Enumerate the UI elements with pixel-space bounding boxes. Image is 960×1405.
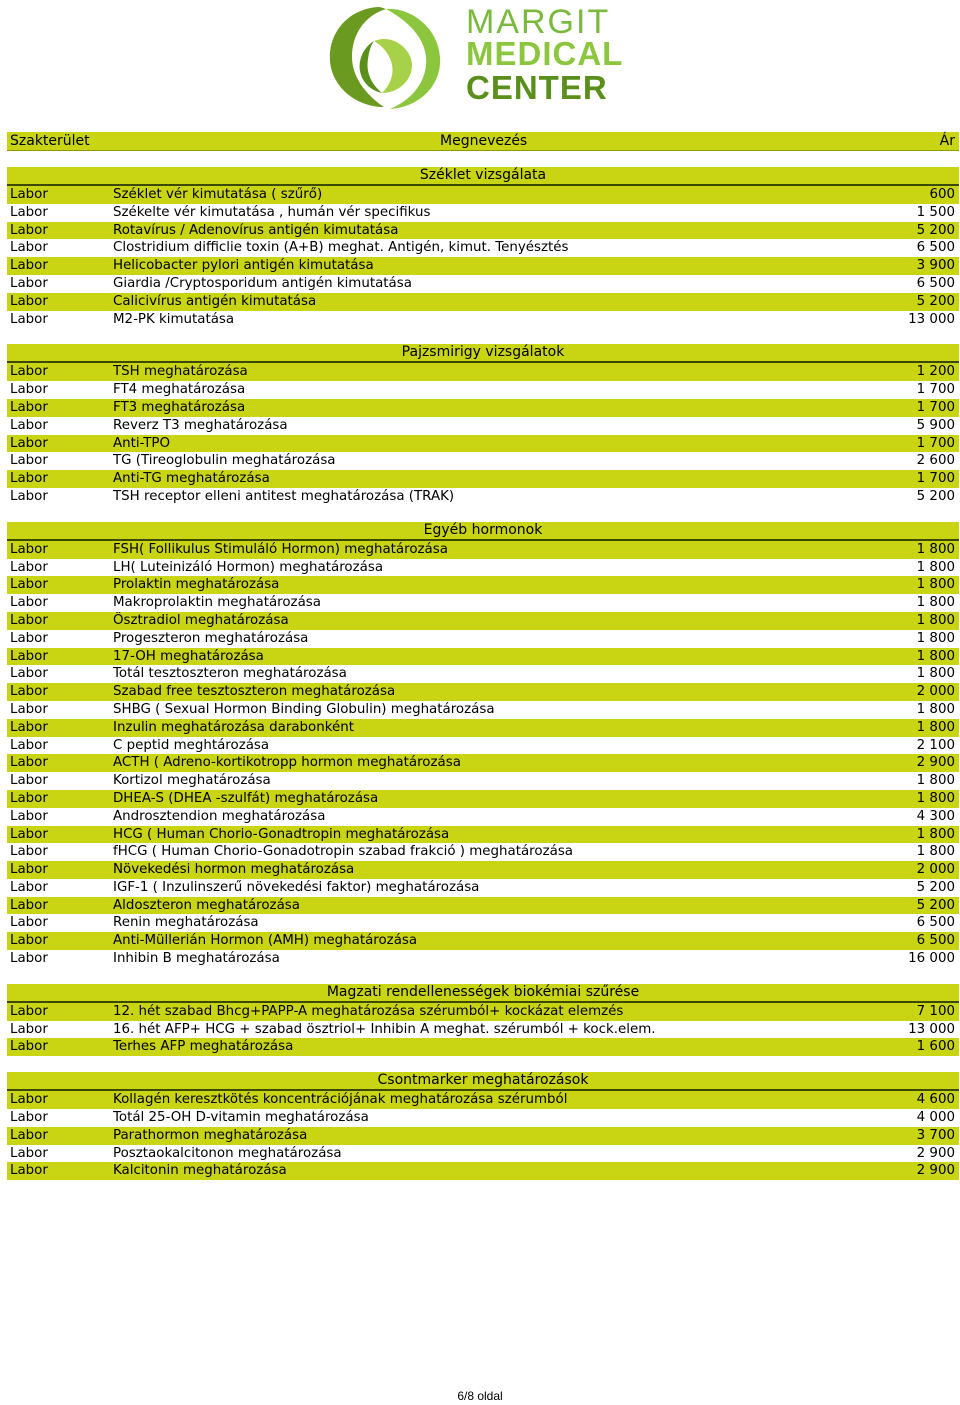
row-name: 16. hét AFP+ HCG + szabad ösztriol+ Inhibin A meghat. szérumból + kock.elem. [113, 1021, 656, 1037]
row-area: Labor [10, 1003, 48, 1019]
row-price: 1 500 [916, 204, 955, 220]
brand-line-3: CENTER [466, 69, 608, 106]
row-price: 1 800 [916, 719, 955, 735]
table-row [7, 1109, 959, 1127]
row-price: 4 300 [916, 808, 955, 824]
table-row [7, 417, 959, 435]
row-name: Inzulin meghatározása darabonként [113, 719, 354, 735]
row-price: 1 800 [916, 541, 955, 557]
row-area: Labor [10, 630, 48, 646]
table-row [7, 381, 959, 399]
row-price: 5 200 [916, 222, 955, 238]
table-row [7, 914, 959, 932]
row-area: Labor [10, 790, 48, 806]
row-price: 5 200 [916, 488, 955, 504]
table-row [7, 861, 959, 879]
row-area: Labor [10, 293, 48, 309]
table-row [7, 311, 959, 329]
row-price: 2 900 [916, 1145, 955, 1161]
sections-container [7, 151, 959, 1180]
row-price: 1 700 [916, 471, 955, 487]
row-price: 600 [929, 187, 955, 202]
row-name: Szabad free tesztoszteron meghatározása [113, 684, 396, 700]
row-name: Parathormon meghatározása [113, 1127, 308, 1143]
table-row [7, 257, 959, 275]
row-price: 7 100 [916, 1003, 955, 1019]
row-area: Labor [10, 933, 48, 949]
table-row [7, 399, 959, 417]
row-area: Labor [10, 737, 48, 753]
row-price: 1 200 [916, 364, 955, 380]
section-title: Egyéb hormonok [7, 522, 959, 541]
section-title: Pajzsmirigy vizsgálatok [7, 344, 959, 363]
table-row [7, 1021, 959, 1039]
row-area: Labor [10, 666, 48, 682]
row-area: Labor [10, 684, 48, 700]
row-area: Labor [10, 701, 48, 717]
table-row [7, 932, 959, 950]
row-area: Labor [10, 719, 48, 735]
row-name: Makroprolaktin meghatározása [113, 595, 321, 611]
row-area: Labor [10, 1039, 48, 1055]
row-area: Labor [10, 541, 48, 557]
table-row [7, 1127, 959, 1145]
row-name: Totál tesztoszteron meghatározása [113, 666, 347, 682]
brand-line-1: MARGIT [466, 3, 611, 41]
price-table [7, 132, 959, 1180]
row-area: Labor [10, 204, 48, 220]
table-row [7, 488, 959, 506]
table-row [7, 612, 959, 630]
table-row [7, 470, 959, 488]
row-price: 16 000 [908, 951, 955, 967]
row-name: 12. hét szabad Bhcg+PAPP-A meghatározása szérumból+ kockázat elemzés [113, 1003, 624, 1019]
row-area: Labor [10, 1021, 48, 1037]
row-price: 13 000 [908, 311, 955, 327]
row-name: Progeszteron meghatározása [113, 630, 309, 646]
table-row [7, 950, 959, 968]
section-title: Magzati rendellenességek biokémiai szűrése [7, 984, 959, 1003]
row-name: Kollagén keresztkötés koncentrációjának meghatározása szérumból [113, 1092, 568, 1108]
row-price: 1 700 [916, 435, 955, 451]
row-area: Labor [10, 915, 48, 931]
row-name: 17-OH meghatározása [113, 648, 264, 664]
row-area: Labor [10, 1145, 48, 1161]
table-row [7, 826, 959, 844]
row-area: Labor [10, 488, 48, 504]
table-row [7, 754, 959, 772]
row-price: 3 900 [916, 258, 955, 274]
row-name: HCG ( Human Chorio-Gonadtropin meghatározása [113, 826, 450, 842]
row-price: 4 600 [916, 1092, 955, 1108]
row-name: Anti-TG meghatározása [113, 471, 270, 487]
table-row [7, 541, 959, 559]
row-price: 1 800 [916, 701, 955, 717]
row-price: 6 500 [916, 915, 955, 931]
section-gap [7, 506, 959, 522]
row-name: FSH( Follikulus Stimuláló Hormon) meghatározása [113, 541, 448, 557]
row-name: Anti-TPO [113, 435, 171, 451]
table-row [7, 1091, 959, 1109]
table-row [7, 879, 959, 897]
table-row [7, 630, 959, 648]
row-area: Labor [10, 435, 48, 451]
table-row [7, 1038, 959, 1056]
table-row [7, 701, 959, 719]
row-name: Giardia /Cryptosporidum antigén kimutatása [113, 275, 412, 291]
row-area: Labor [10, 951, 48, 967]
section-gap [7, 328, 959, 344]
table-row [7, 665, 959, 683]
row-price: 5 200 [916, 293, 955, 309]
row-name: Ösztradiol meghatározása [113, 612, 289, 628]
row-area: Labor [10, 897, 48, 913]
table-row [7, 648, 959, 666]
row-area: Labor [10, 862, 48, 878]
table-row [7, 1145, 959, 1163]
brand-name [466, 3, 624, 106]
row-area: Labor [10, 240, 48, 256]
table-row [7, 719, 959, 737]
row-price: 2 100 [916, 737, 955, 753]
table-row [7, 808, 959, 826]
row-price: 4 000 [916, 1110, 955, 1126]
row-name: Helicobacter pylori antigén kimutatása [113, 258, 374, 274]
row-area: Labor [10, 453, 48, 469]
row-price: 6 500 [916, 933, 955, 949]
table-row [7, 186, 959, 204]
row-name: Növekedési hormon meghatározása [113, 862, 355, 878]
row-name: Androsztendion meghatározása [113, 808, 326, 824]
row-name: Clostridium difficlie toxin (A+B) meghat. Antigén, kimut. Tenyésztés [113, 240, 569, 256]
row-area: Labor [10, 258, 48, 274]
row-name: FT4 meghatározása [113, 382, 246, 398]
header-price: Ár [939, 133, 955, 149]
row-name: Reverz T3 meghatározása [113, 417, 288, 433]
brand-logo [326, 3, 646, 111]
row-area: Labor [10, 187, 48, 202]
section-title: Csontmarker meghatározások [7, 1072, 959, 1091]
table-header [7, 132, 959, 151]
table-row [7, 1003, 959, 1021]
row-area: Labor [10, 382, 48, 398]
row-name: Totál 25-OH D-vitamin meghatározása [113, 1110, 369, 1126]
row-name: FT3 meghatározása [113, 399, 246, 415]
row-name: LH( Luteinizáló Hormon) meghatározása [113, 559, 384, 575]
row-price: 2 000 [916, 684, 955, 700]
row-name: Prolaktin meghatározása [113, 577, 280, 593]
row-area: Labor [10, 311, 48, 327]
section-gap [7, 151, 959, 167]
row-price: 13 000 [908, 1021, 955, 1037]
row-name: Széklet vér kimutatása ( szűrő) [113, 187, 323, 202]
row-area: Labor [10, 417, 48, 433]
row-price: 2 900 [916, 1163, 955, 1179]
row-area: Labor [10, 471, 48, 487]
row-name: Kalcitonin meghatározása [113, 1163, 287, 1179]
row-area: Labor [10, 826, 48, 842]
row-name: TSH meghatározása [113, 364, 248, 380]
table-row [7, 222, 959, 240]
table-row [7, 293, 959, 311]
row-name: Calicivírus antigén kimutatása [113, 293, 317, 309]
row-area: Labor [10, 755, 48, 771]
row-price: 1 800 [916, 612, 955, 628]
row-price: 1 800 [916, 648, 955, 664]
row-price: 1 800 [916, 577, 955, 593]
header-area: Szakterület [10, 133, 90, 149]
row-area: Labor [10, 1092, 48, 1108]
row-price: 2 600 [916, 453, 955, 469]
table-row [7, 204, 959, 222]
row-price: 1 600 [916, 1039, 955, 1055]
row-name: fHCG ( Human Chorio-Gonadotropin szabad frakció ) meghatározása [113, 844, 574, 860]
row-price: 2 900 [916, 755, 955, 771]
row-area: Labor [10, 879, 48, 895]
table-row [7, 897, 959, 915]
row-price: 1 800 [916, 595, 955, 611]
row-area: Labor [10, 612, 48, 628]
logo-mark-icon [326, 3, 446, 111]
row-area: Labor [10, 399, 48, 415]
table-row [7, 790, 959, 808]
table-row [7, 772, 959, 790]
row-price: 1 800 [916, 790, 955, 806]
row-name: C peptid meghtározása [113, 737, 270, 753]
table-row [7, 843, 959, 861]
row-area: Labor [10, 1127, 48, 1143]
row-name: Anti-Müllerián Hormon (AMH) meghatározása [113, 933, 418, 949]
section-gap [7, 1056, 959, 1072]
page-number: 6/8 oldal [457, 1389, 503, 1403]
row-area: Labor [10, 844, 48, 860]
row-area: Labor [10, 1163, 48, 1179]
row-name: ACTH ( Adreno-kortikotropp hormon meghatározása [113, 755, 461, 771]
row-area: Labor [10, 364, 48, 380]
table-row [7, 1162, 959, 1180]
row-price: 6 500 [916, 275, 955, 291]
row-name: Kortizol meghatározása [113, 773, 271, 789]
row-area: Labor [10, 595, 48, 611]
row-price: 5 900 [916, 417, 955, 433]
row-name: SHBG ( Sexual Hormon Binding Globulin) meghatározása [113, 701, 495, 717]
table-row [7, 737, 959, 755]
header-name: Megnevezés [440, 133, 528, 149]
row-area: Labor [10, 222, 48, 238]
row-name: Renin meghatározása [113, 915, 259, 931]
table-row [7, 275, 959, 293]
row-name: DHEA-S (DHEA -szulfát) meghatározása [113, 790, 379, 806]
table-row [7, 363, 959, 381]
row-name: TG (Tireoglobulin meghatározása [113, 453, 336, 469]
row-area: Labor [10, 275, 48, 291]
row-price: 1 800 [916, 630, 955, 646]
row-name: Székelte vér kimutatása , humán vér specifikus [113, 204, 431, 220]
row-area: Labor [10, 1110, 48, 1126]
row-price: 5 200 [916, 879, 955, 895]
row-area: Labor [10, 648, 48, 664]
row-area: Labor [10, 577, 48, 593]
table-row [7, 239, 959, 257]
section-gap [7, 968, 959, 984]
row-name: Inhibin B meghatározása [113, 951, 280, 967]
row-name: Posztaokalcitonon meghatározása [113, 1145, 342, 1161]
table-row [7, 435, 959, 453]
row-name: TSH receptor elleni antitest meghatározása (TRAK) [113, 488, 455, 504]
row-area: Labor [10, 773, 48, 789]
row-name: IGF-1 ( Inzulinszerű növekedési faktor) meghatározása [113, 879, 480, 895]
row-price: 1 800 [916, 844, 955, 860]
table-row [7, 576, 959, 594]
row-price: 2 000 [916, 862, 955, 878]
row-name: Rotavírus / Adenovírus antigén kimutatása [113, 222, 399, 238]
section-title: Széklet vizsgálata [7, 167, 959, 186]
row-price: 3 700 [916, 1127, 955, 1143]
row-price: 1 800 [916, 559, 955, 575]
brand-line-2: MEDICAL [466, 35, 624, 72]
row-name: M2-PK kimutatása [113, 311, 235, 327]
row-price: 1 700 [916, 399, 955, 415]
row-price: 5 200 [916, 897, 955, 913]
row-name: Aldoszteron meghatározása [113, 897, 300, 913]
row-price: 1 800 [916, 826, 955, 842]
row-name: Terhes AFP meghatározása [113, 1039, 294, 1055]
row-area: Labor [10, 559, 48, 575]
table-row [7, 452, 959, 470]
table-row [7, 594, 959, 612]
row-price: 6 500 [916, 240, 955, 256]
row-price: 1 800 [916, 773, 955, 789]
row-area: Labor [10, 808, 48, 824]
row-price: 1 700 [916, 382, 955, 398]
table-row [7, 683, 959, 701]
row-price: 1 800 [916, 666, 955, 682]
table-row [7, 559, 959, 577]
